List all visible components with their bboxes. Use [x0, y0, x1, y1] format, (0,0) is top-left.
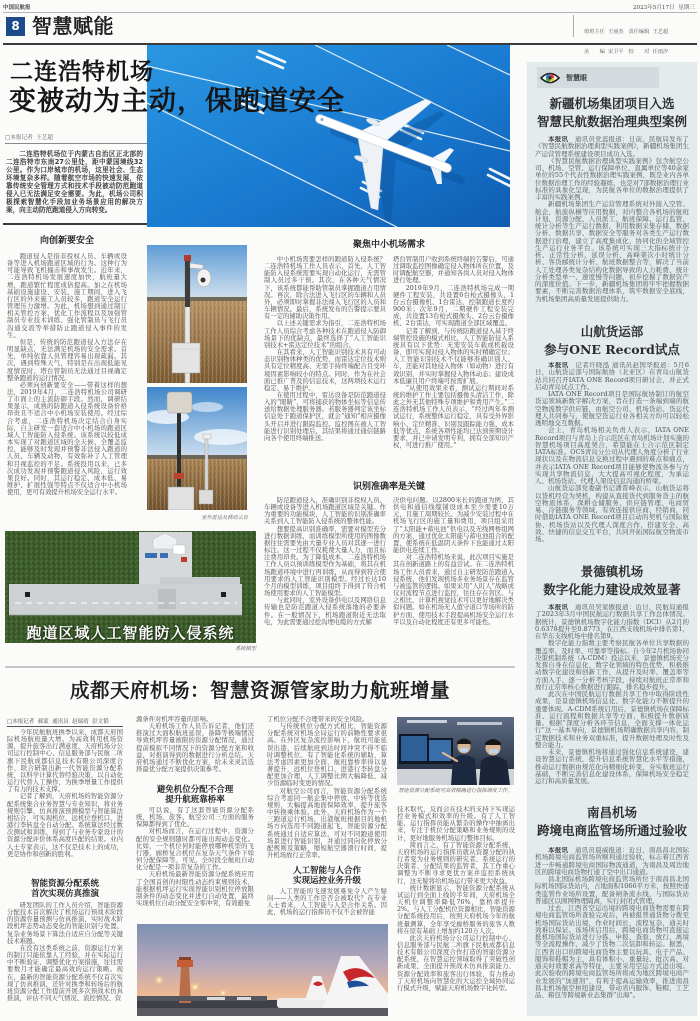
- paragraph: 对机场而言，在运行过程中，资源分配的安全规则随时都可能出现动态变化。比如，一个机位何时能停放哪种机型的飞行器，廊桥复合机位在复杂天气条件下如何分配保障等。可见，全时段全航班自动化分配是一项非常复杂的工作。: [136, 828, 254, 872]
- paragraph: 过去，江西省空运出境的跨境电商货物需要在跨境电商监管场所查验完成后，再被报普通货物分拨至机场国际货站出境，作业时间长，流程复杂，通关时效难以保证。该场所启用后，跨境电商货物可直接运抵机场国际货站进行分拣、申报、查验、放行、离境等全流程操作，减少了货物二次装卸和转运。据悉，江西省出口的跨境电商货物主要以玩具、电子产品、服饰和鞋帽为主，具有体积小、重量轻、批次高、对通关时效要求高等特征，主要采用空运方式进出境。此次验收的跨境电商监管场所将成为地区跨境电商产业发展的“加速剂”，有利于提高运输效率，推进南昌昌北机场航空枢纽建设，带动省内服饰、鞋帽、工艺品、箱包等跨境新业态集群“出海”。: [535, 904, 689, 999]
- paragraph: 必须向创新要安全——带着这样的想法，2019年4月，二连浩特机场公司调研了市面上的主流防御手段。然而，调研结果显示，成熟的防跑道入侵系统设备价格昂贵且不适合中小机场安装使用。经过综合考虑，二连浩特机场决定结合自身实际，自主研发一套适合中小机场的跑道区域人工智能防入侵系统。该系统以较低成本实现了对跑道区域的全天候、全覆盖监控，能够及时发现并预警非法侵入跑道的人员、车辆及动物，有效弥补了人工管理和目视监控的不足。系统投用以来，已多次成功发现并预警跑道侵入风险，运行效果良好。同时，其运行稳定、成本低、易维护、扩展性强等特点不仅适合中小机场使用，更可有效提升机场安全运行水平。: [7, 381, 127, 497]
- paragraph: 技术取代，反而会在技术的支持下实现运控业务模式和效率的升级。有了人工智能，运行指挥员能从繁杂的操作中抽离出来，专注于机位分配策略和业务规则的设计，更好地服务机场运行整体目标。: [397, 806, 515, 842]
- paragraph: 山航货运部党委副书记潘晋峰表示，山航货运将以货机经营为契机，构建从直接货代到服务货主的航空物流体系，深耕仓储服务、供应链管理、电商贸易、冷链服务等领域，有效连接供应商、经销商，同时借助IATA ONE Record项目启动的契机与国际航协、机场货站以及代理人深度合作，搭建安全、高效、快捷的信息交互平台，共同开拓国际航空物流市场。: [535, 484, 689, 543]
- article-column: [7, 253, 127, 516]
- paragraph: 此次在中国民航运行数据共享工作中取得阶段性成果，是景德镇机场信息化、数字化能力不断提升的重要体现。A-CDM系统启用后，景德镇机场在保障标准、运行流程和数据共享等方面，积极提升数据质量。根据“深度分析各环节信息，全面支撑一体化运行”这一基本导向，景德镇机场明确数据共享内容，制定数据技术和业务双重标准，提升数据处理及时性及整合能力。: [535, 690, 689, 749]
- paragraph: [535, 604, 689, 640]
- paragraph: 中小机场需要怎样的跑道防入侵系统？二连浩特机场工作人员表示，首先，人工智能防入侵系统需要实现自动化运行，无需管制人员过多干预。其次，在各种天气情况下，该系统都能帮助管制员掌握跑道占用情况。再次，除合法进入飞行区的车辆和人员外，必须即时掌握非法闯入飞行区的人员和车辆情况。最后，系统发布的告警提示要具有一定的辅助决策作用。: [264, 256, 386, 321]
- paragraph: 了机位分配不合理带来的安全风险。: [267, 716, 369, 723]
- headline-line: 景德镇机场: [580, 564, 644, 579]
- eye-icon: [540, 70, 560, 84]
- paragraph: 对航空公司而言，智能资源分配系统综合考虑同一航企集中停放、中转等优选规则，大幅提高地面保障效率，提升旅客中转换乘体验。此外，天府机场作为一个三跑道运行机场，出港航班根据目的地机场方向选用不同跑道起飞，智能资源分配系统通过自适应算法，可对不同跑道使用场景进行智能识别，并通过同向化停放分配规则及策略，缩短航空器滑行时间，提升机场放行正常率。: [267, 787, 387, 859]
- article-column: [264, 497, 386, 647]
- subheading-gate-allocation: [136, 785, 254, 805]
- editors-divider: [573, 15, 574, 37]
- paragraph: 与传统机位分配方式相比，智能资源分配系统对机场全局运行的前瞻性要求很高。在外区复杂流控影响下，航班可能延误出港，后续航班到达时间冲突不得不临时调整机位。有了智能化系统的辅助，算法考虑因素更加全面，航班靠桥率得以显著提升，远机位登机口、进港行李转盘分配更加合理，人工调整比例大幅降低，减少资源临时变更的情况。: [267, 723, 387, 788]
- editors-line: 值班主任 王丽杰 责任编辑 王艺超: [584, 29, 669, 36]
- paragraph: 以上述关键需求为指引，二连浩特机场工作人员综合考虑各种技术在跑道侵入防御场景下的优缺点，最终选择了“人工智能识别技术+雷达定位技术”的组合。: [264, 320, 386, 349]
- paragraph: 跑道侵入是指非授权人员、车辆或设备等进入机场跑道区域的行为。这种行为可能导致飞机撞击和事故发生。近年来，二连浩特机场发展速度加快，航班量大增，跑道繁忙程度成倍提高。加之在机场基础设施建设、安装、施工期间，进入飞行区的外来施工人员较多，跑道安全运行管理压力激增。为此，机场想到通过制订相关管控方案、优化工作流程以及加强管制员专业技术训练、强化管制员与飞行员沟通交流等举措防止跑道侵入事件的发生。: [7, 253, 127, 339]
- article-column: [267, 888, 387, 918]
- paragraph: 会上，青岛机场相关负责人表示，IATA ONE Record项目与青岛上合示范区在青岛机场计划实施的智慧机场项目高度契合，希望能在上合示范区制定IATA标准。OCS青岛分公司从代理人角度分析了行业现状以及在物流信息交换过程中遇到的难点和痛点，并表示IATA ONE Record项目能够使物流各参与方实现共享物流信息，大大提高可视化程度，为承运人、机场货站、代理人架设信息沟通的桥梁。: [535, 426, 689, 485]
- paragraph: 未来，景德镇机场将通过强化信息系统建设，建设智慧运行系统，提升信息系统智慧化水平等措施，推动运行数据由规范化向精细化转变，夯实航班运行基础，不断完善信息化建设体系，保障机场安全稳定运行和高质量发展。: [535, 748, 689, 785]
- page-number-badge: 8: [6, 17, 25, 36]
- paragraph: 昌北国际机场跨境电商监管场所位于南昌昌北国际机场国际货站内，占地面积1066平方米，按照快递类监管作业场所设置，配备闸条流水线，与国际货站普通区以围网物理隔离，实行封闭式管理。: [535, 875, 689, 905]
- sidebar-article-body: [535, 136, 689, 314]
- paragraph-text: 通讯员党蕊报道：日前，民航局发布了《智慧民航数据治理典型实践案例》，新疆机场集团生产运营管理系统建设项目成功入选。: [535, 136, 689, 158]
- paragraph: 天府机场最新智能资源分配系统应用了全国首创的时限性动态约束规则技术，能根据机坪运行实现智能识别机位停放限制条件的动态变化并进行自动处置，最终实现机位自动分配安全零冲突，有效避免: [136, 871, 254, 908]
- paragraph: 研发团队的工作人员介绍，智能资源分配技术首次解决了机场运行预战术阶段的资源容量预测与仿真推演、实时战术阶段机坪态势动态变化的智能识别与处置、复杂业务场景下算法自适应自分配等关键技术难题。: [7, 902, 123, 945]
- editors-line: 美 编 宋卫平 校 对 任雨汐: [584, 48, 669, 55]
- paragraph: 记者了解到，与传统防跑道侵入基于终端管控设施的模式相比，人工智能防侵入系统具有以下优势：无需安装车载或机载设备，即可实现对侵入物体的实时精确定位；人工智能识别技术不仅能够准确识别人、车，还能对其他侵入物体（如动物）进行有效识别，并实时掌握侵入物体动态；建设成本低廉且用户终端可按需扩展。: [393, 327, 514, 385]
- paragraph: 想要提高识别准确率，需要对模型充分进行数据训练，而训练模型所使用的图像数据往往需要先由大量专业人员对其逐一进行标注。这一过程不仅耗费大量人力，而且标注费用昂贵。为了降低成本，二连浩特机场工作人员以预训练模型作为基础，将其在机场跑道环境中进行再训练，从而得到符合使用要求的人工智能识别模型。经过长达10个月的模型训练，项目组终于得到了符合机场使用要求的人工智能模型。: [264, 525, 386, 598]
- sidebar-headline-nanchang: [527, 804, 697, 840]
- feature-byline: □本报记者 郝蒙 通讯员 赵瑞靖 彭文韬: [7, 717, 123, 727]
- paragraph: 源条件对机坪容量的影响。: [136, 716, 213, 723]
- paragraph: 今年民航航班换季以来，成都天府国际机场航班量大增。为高效利用机场资源，提升旅客出行满意度，天府机场分公司运行控制中心、信息服务部与民航二所旗下民航成都信息技术有限公司深度合作，联合研制出新一代智能资源分配系统，以科学计算代替经验决策，以自动化运行代替人工操作，为换季增量工作提供了有力的技术支撑。: [7, 729, 123, 794]
- subheading-line: 人工智能与人合作: [292, 866, 361, 876]
- paragraph: [535, 136, 689, 158]
- lead-headline-line2: 变被动为主动，保跑道安全: [9, 86, 345, 117]
- paragraph: 决供电问题。以2800米长的跑道为例，其供电和通信线缆铺设成本至少需要10万元，且施工周期较长。为减少安装过程中在机场飞行区的施工量和费用，项目组采用了“太阳能+蓄电池”供电以及无线网桥组网的方案，通过优化太阳能与蓄电池组合的配置，使系统在低温阴天条件下也能通过太阳能供电连续工作。: [393, 497, 514, 555]
- paragraph: 天府机场工作人员告诉记者，他们还推演过大面积航班延误、备降等极端情况导致机坪容量被限的资源分配情况，通过提前模拟不同情况下的资源分配方案和收益，对推演得到的数据进行分析总结。天府机场通过不断优化方案，给未来灵活选择最优分配方案提供决策参考。: [136, 723, 254, 774]
- headline-line: 南昌机场: [586, 805, 637, 820]
- paragraph: 塔台管制用户收到系统终端的告警后，可通过调取监控图像确定侵入物体所在位置，及时调配航空器，并通知各岗人员对侵入物体进行处理。: [393, 256, 514, 285]
- sidebar-headline-shandong-cargo: [527, 323, 697, 359]
- dateline: 本报讯: [548, 847, 569, 854]
- article-column: [136, 807, 254, 917]
- subheading-small-airport-needs: 聚焦中小机场需求: [352, 240, 425, 250]
- subheading-line: 避免机位分配不合理: [156, 785, 234, 795]
- article-separator: [5, 666, 515, 668]
- paragraph: 新疆机场集团生产运营管理系统对外接入空管、航企、航旅纵横等应用数据，对内整合各机场的航班计划、资源分配、人员派工、航班保障、运行监管、统计分析等生产运行数据，利用数据采集存储、数据分析、数据共享、数据安全等服务对各类生产运行数据进行治理，建立了高度集成化、协同化的全域管控生产运行业务平台。该系统可实现三大指标统计分析、正常性分析、延误分析、高峰架次小时统计分析、客货邮统计分析、航班数据整合等，解决了当前人工处理各类复杂结构化数据导致的人力耗费、统计分析类型单一、速度慢等问题，初步挖掘了数据资产的深度价值。下一步，新疆机场集团将牢牢把握数据要素，不断完善数据治理体系，筑牢数据安全底线，为机场集团高质量发展提供助力。: [535, 200, 689, 303]
- lead-headline-line1: 二连浩特机场: [10, 59, 154, 85]
- article-column: [393, 256, 514, 478]
- issue-date: 2023年5月17日 星期三: [632, 5, 695, 11]
- article-column: [7, 729, 123, 879]
- sidebar-headline-xinjiang: [527, 95, 697, 131]
- subheading-line: 首次实现仿真推演: [30, 889, 99, 899]
- article-column: [136, 716, 254, 784]
- paragraph: 但是，传统的防范跑道侵入方法存在明显缺点，无法满足机场的安全需求。首先，单纯依靠人员管理容易出现疏漏。其次，遇到特殊天气，特别是在出现低能见度情况时，塔台管制员无法通过目视确定整条跑道的运行情况。: [7, 338, 127, 382]
- paragraph: IATA ONE Record项目是国际航协制订的航空货运领域新数字解决方案，旨在打造一条端到端的航空物流数字供应链，由航空公司、机场货站、货运代理人共同参与，使航空货运行业各相关方均可以轻松透明地交互数据。: [535, 390, 689, 427]
- lead-intro: 二连浩特机场位于内蒙古自治区正北部的二连浩特市东南27公里处，距中蒙国境线32公里。作为口岸城市的机场，这里社会、生态环境复杂多样。随着航空市场的快速发展，依靠传统安全管理方式和技术手段被动防范跑道侵入已无法满足安全需要。为此，机场公司积极探索智慧化手段加业务场景应用的解决方案，向主动防范跑道侵入方向转变。: [6, 150, 143, 214]
- subheading-innovation: 向创新要安全: [39, 236, 94, 246]
- dateline: 本报讯: [548, 362, 569, 369]
- model-photo-overlay-title: 跑道区域人工智能防入侵系统: [26, 624, 235, 642]
- paragraph: [535, 847, 689, 876]
- control-room-photo: [397, 717, 514, 785]
- subheading-simulation: [7, 879, 123, 899]
- sidebar-headline-jingdezhen: [527, 563, 697, 599]
- subheading-line: 实现运控业务升级: [292, 876, 361, 886]
- dateline: 本报讯: [548, 604, 569, 611]
- dateline: 本报讯: [548, 136, 569, 143]
- paragraph: 人工智能的飞速发展难免令人产生疑问——人类的工作是否会被取代？在专业人士看来，人工智能与人是合作关系。因此，机场的运行指挥员不仅不会被智能: [267, 888, 387, 917]
- headline-line: 跨境电商监管场所通过验收: [536, 823, 687, 838]
- paragraph: 2019年9月，二连浩特机场完成一期硬件工程安装，共设置6台枪式摄像头、1台云台摄像机、1台雷达，控制跑道长度约900米；次年9月，二期硬件工程安装完成，共设置13台枪式摄像头、2台云台摄像机、2台雷达，可实现跑道全部区域覆盖。: [393, 284, 514, 328]
- paragraph: 可以说，有了这套智能资源分配系统，机场、旅客、航空公司三方面的服务保障都得到了优化。: [136, 807, 254, 829]
- sidebar-article-body: [535, 362, 689, 555]
- paragraph: 简而言之，有了智能资源分配系统，天府机场的运行指挥员就从资源分配的执行者变为业务规则的研究者、系统运行的决策者、分配结果的监管者，其工作重心调整为不断寻求更优方案并监控系统执行，这无疑将给机场运行带来更大收益。: [397, 841, 515, 885]
- article-column: [264, 256, 386, 478]
- paragraph: 在使用过程中，雷达设备是防范跑道侵入的“眼睛”，可将捕获的物体坐标等信息传送给数据处理服务器。若服务器判定该坐标信息处于跑道保护区，就会“通知”相应摄像头开启并进行跟踪监控。监控图在被人工智能进行识别处理后，其结果将通过通信链路向各个使用终端推送。: [264, 391, 386, 442]
- runway-airplane-image: [147, 45, 510, 227]
- model-photo-caption: 系统模型: [235, 646, 256, 652]
- lead-intro-rule: [3, 223, 147, 225]
- paragraph: 防范跑道侵入，准确识别非授权人员、车辆或设备等进入机场跑道区域是关键。作为重要的功能模块，人工智能的识别准确率关系到人工智能防入侵系统的整体性能。: [264, 497, 386, 526]
- paragraph: 记者了解到，天府机场的智能资源分配系统集合业务智慧与专业知识，将业务规则引擎、仿真推演预测模型与智能算法相结合，可实现机位、远机位登机口、进港行李转盘全自动分配。系统算法经过数次测试和训练，得到了与业务专家设计的资源分配评价体系高度匹配的结果。业内人士专家表示，这不仅是技术上的成功，更是协作和创新的胜利。: [7, 793, 123, 858]
- article-column: [397, 806, 515, 1016]
- control-room-caption: 智能资源分配系统可高效精确进行指挥调度工作。: [398, 788, 513, 794]
- paragraph: 《智慧民航数据治理典型实践案例》包含航空公司、机场、空管、运行保障单位、直属单位等40余家单位的55个代表性数据治理实践案例，既是业内各单位数据治理工作的经验凝练，也是对7部数据治理行业标准的具象化呈现，为民航各单位的数据治理提供了丰富的实践案例。: [535, 156, 689, 201]
- paragraph: 数字化能力指数主要考察民航各单位共享数据的覆盖率、及时率、可靠率等指标。自今年2月机场协同决策机制系统（A-CDM）投运以来，景德镇机场充分发挥自身在信息化、数字化领域的特色优势，积极推动数字化建设和创新工作，从提升及时率、覆盖率等方面入手，逐一分析考核字段，持续对航班正常率和放行正常率核心数据进行跟踪，排名稳步提升。: [535, 639, 689, 691]
- tower-and-aircraft-photo: [137, 924, 388, 1016]
- feature-headline: 成都天府机场：智慧资源管家助力航班增量: [69, 679, 450, 702]
- paragraph: 在其看来，人工智能识别技术具有可动态识别物体种类的优势，而雷达定位技术则具有定位精度高、无需手持终端配合且受环境因素影响较小的特点。同时，作为在社会面已推广普及的信息技术，这两项技术运行稳定、易于维护。: [264, 349, 386, 392]
- paper-name: 中国民航报: [3, 5, 31, 11]
- subheading-ai-cooperation: [267, 866, 387, 886]
- paragraph: 统计数据显示，智能资源分配系统从试运行到全面上线的半年间，天府机场全天机位调整率降低76%，靠桥率提升2%。与人工分配机位资源相比，智能资源分配系统投用后，按照天府机场今年的航班量测算，全年享受廊桥服务的旅客人数将在原有基础上增加约120万人次。: [397, 884, 515, 935]
- paragraph: 与此同时，室外设备供电以及网络信息传输也是防范跑道入侵系统落地的必要条件。在一般情况下，机场跑道附近无法取电，为此需要通过挖沟埋电缆的方式解: [264, 597, 386, 626]
- sidebar-badge-label: 智慧眼: [566, 74, 587, 82]
- paragraph-text: 通讯员晨威报道：近日，南昌昌北国际机场跨境电商监管场所顺利通过验收，标志着江西省进一步畅通跨境电商国际物流通道，为南昌及周边地区的跨境电商货物打通了空中出口通道。: [535, 847, 689, 876]
- subheading-line: 提升航班靠桥率: [165, 795, 225, 805]
- top-rule: [3, 12, 697, 13]
- subheading-recognition-accuracy: 识别准确率是关键: [352, 482, 425, 492]
- radar-camera-pole-photo: [147, 245, 247, 383]
- article-column: [393, 497, 514, 647]
- paragraph-text: 通讯员吴家傲报道：近日，民航局通报了2023年3月中国民航运行数据共享工作总体情况。据统计，景德镇机场数字化能力指数（DCI）从2月的0.6378提升至0.8773，在江西支线机场中排名第1，在华东支线机场中排名第9。: [535, 604, 689, 640]
- headline-line: 数字化能力建设成效显著: [543, 582, 681, 597]
- paragraph: [535, 362, 689, 391]
- paragraph: 对二连浩特机场来说，此次项目实施是其在创新道路上的有益尝试。在二连浩特机场工作人员看来，通过自主研发防范跑道入侵系统，他们发现机场多业务场景存在监管与被监管的逻辑。如果采用“人盯人”战略或仅对流程节点进行监控，往往存在盲区。与之相比，计算机视觉技术可以更好地解决类似问题。如在机场无人值守道口等场所的防护方面，使用技术手段提高机场安全运行水平以及自动化程度还有更多可能性。: [393, 554, 514, 626]
- sidebar-article-body: [535, 604, 689, 797]
- headline-line: 新疆机场集团项目入选: [549, 96, 675, 111]
- article-column: [7, 902, 123, 1016]
- paragraph: 此次天府机场分公司运行控制中心、信息服务部与民航二所旗下民航成都信息技术有限公司深度合作打造的智能资源分配系统，在智慧运控领域取得了突破性创新成果，全面提升预战术仿真推演能力、资源分配效率和旅客出行体验，有力推动了天府机场向智慧化的大运控全域协同运行模式升级，赋能天府机场数字化转型。: [397, 934, 515, 992]
- radar-photo-caption: 室外雷达及移动云台: [201, 515, 248, 521]
- hero-runway-airplane-photo: [147, 45, 510, 227]
- radar-panel-photo: [147, 387, 247, 510]
- subheading-line: 智能资源分配系统: [30, 879, 99, 889]
- lead-byline: □本报记者 王艺超: [5, 133, 147, 144]
- article-column: [267, 716, 387, 862]
- headline-line: 山航货运部: [580, 324, 644, 339]
- headline-line: 智慧民航数据治理典型案例: [536, 114, 687, 129]
- paragraph: 在没有这类系统之前，资源运行方案的制订只能依靠人工经验，并在实际运行中不断验证、调整优化方案措施，往往需要数月才能确定最高效的运行策略。现在，最新的智能资源分配系统不仅首次实现了仿真推演，还针对换季和转场后的航班资源分配工作提前开展多次预战术仿真推演，评估不同天气情况、流控情况、资: [7, 944, 123, 1003]
- paragraph-text: 记者许晓泓 通讯员赵国华报道：5月6日，山航货运部与国际航协（北亚区）在青岛山航货站共同召开IATA ONE Record项目研讨会，并正式启动青岛试点工作。: [535, 362, 689, 391]
- headline-line: 参与ONE Record试点: [544, 342, 680, 357]
- section-title: 智慧赋能: [32, 14, 114, 38]
- paragraph: “从使用效果来看，测试运行期间对系统的维护工作主要包括摄像头清洁工作，除此之外无其他特殊专项维护和费用产生。”二连浩特机场工作人员表示，“经过两年多测试运行，系统整体运行稳定，具有受外界影响小、定位精准、识别及跟踪能力强、成本低等优点，系统各项性能均已达到预期设计要求，并已申请发明专利，拥有全部知识产权，可进行推广使用。”: [393, 384, 514, 450]
- sidebar-article-body: [535, 847, 689, 1010]
